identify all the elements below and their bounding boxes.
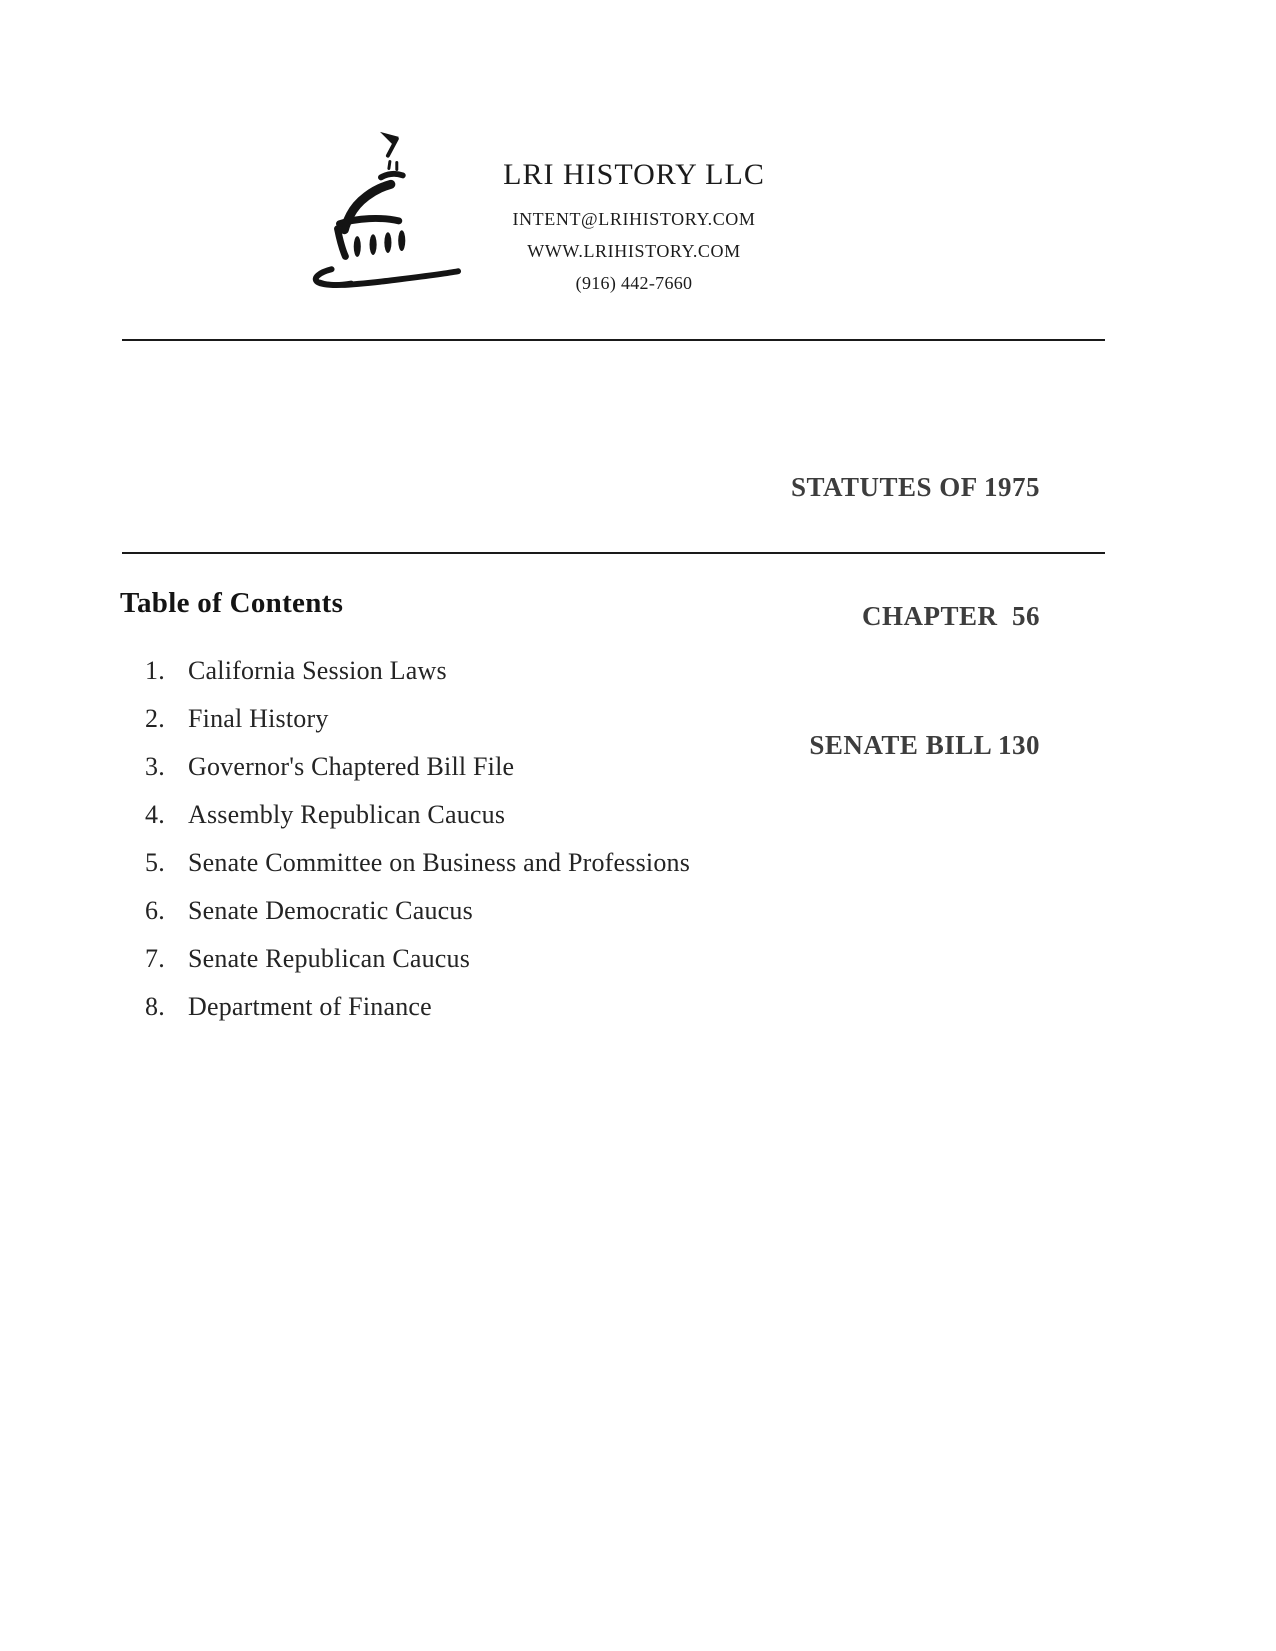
document-title-block: [791, 380, 1040, 853]
company-email: INTENT@LRIHISTORY.COM: [512, 209, 756, 229]
toc-item-number: 2.: [145, 704, 165, 733]
toc-item-label: Department of Finance: [188, 992, 432, 1021]
toc-item-number: 8.: [145, 992, 165, 1021]
toc-item: [145, 935, 690, 983]
chapter-line: CHAPTER 56: [861, 601, 1040, 631]
toc-item-label: Governor's Chaptered Bill File: [188, 752, 515, 781]
horizontal-rule-top: [122, 339, 1105, 341]
toc-item-label: Senate Democratic Caucus: [188, 896, 473, 925]
toc-item-number: 6.: [145, 896, 165, 925]
toc-heading: Table of Contents: [120, 587, 344, 619]
toc-item: [145, 647, 690, 695]
toc-item-label: Senate Committee on Business and Professions: [188, 848, 691, 877]
toc-item: [145, 887, 690, 935]
toc-item: [145, 791, 690, 839]
toc-item-number: 5.: [145, 848, 165, 877]
toc-item-number: 4.: [145, 800, 165, 829]
toc-list: [145, 647, 690, 1031]
capitol-dome-logo-icon: [296, 124, 464, 292]
statutes-line: STATUTES OF 1975: [790, 472, 1040, 502]
toc-item-number: 7.: [145, 944, 165, 973]
toc-item: [145, 983, 690, 1031]
company-phone: (916) 442-7660: [575, 273, 693, 293]
toc-item: [145, 839, 690, 887]
toc-item-label: Assembly Republican Caucus: [188, 800, 506, 829]
senate-bill-line: SENATE BILL 130: [809, 730, 1040, 760]
toc-item: [145, 695, 690, 743]
toc-item-number: 1.: [145, 656, 165, 685]
toc-item-label: Final History: [188, 704, 329, 733]
company-name: LRI HISTORY LLC: [503, 158, 765, 191]
company-website: WWW.LRIHISTORY.COM: [527, 241, 741, 261]
toc-item-label: California Session Laws: [188, 656, 447, 685]
toc-item: [145, 743, 690, 791]
toc-item-number: 3.: [145, 752, 165, 781]
horizontal-rule-bottom: [122, 552, 1105, 554]
toc-item-label: Senate Republican Caucus: [188, 944, 471, 973]
